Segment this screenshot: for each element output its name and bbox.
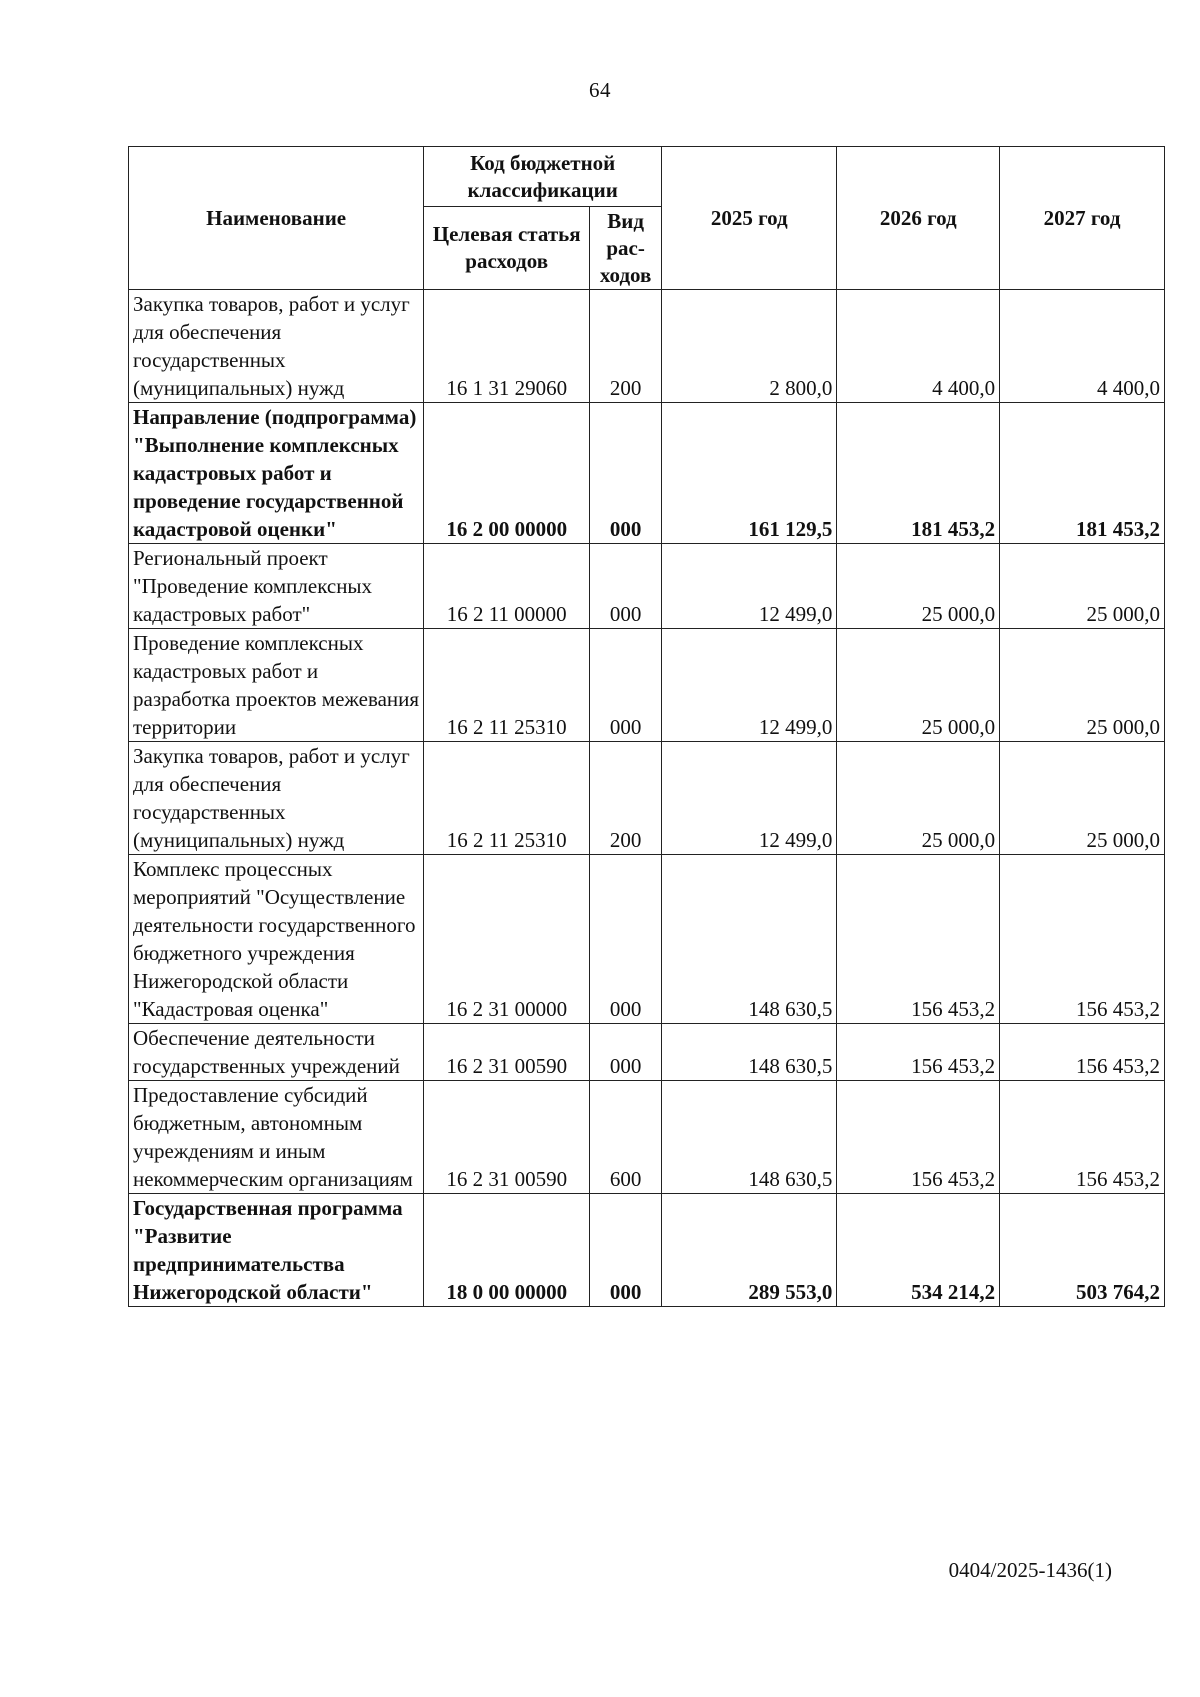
row-name: Проведение комплексных кадастровых работ и разработка проектов межевания территории xyxy=(129,629,424,742)
row-value-2027: 4 400,0 xyxy=(1000,290,1165,403)
row-value-2027: 156 453,2 xyxy=(1000,1081,1165,1194)
row-target-article: 16 2 31 00590 xyxy=(424,1081,590,1194)
row-expense-kind: 600 xyxy=(590,1081,662,1194)
header-code-group: Код бюджетной классификации xyxy=(424,147,662,207)
row-name: Предоставление субсидий бюджетным, автономным учреждениям и иным некоммерческим организациям xyxy=(129,1081,424,1194)
row-name: Закупка товаров, работ и услуг для обеспечения государственных (муниципальных) нужд xyxy=(129,290,424,403)
row-expense-kind: 000 xyxy=(590,1024,662,1081)
row-expense-kind: 000 xyxy=(590,1194,662,1307)
row-name: Государственная программа "Развитие предпринимательства Нижегородской области" xyxy=(129,1194,424,1307)
row-value-2026: 25 000,0 xyxy=(837,544,1000,629)
row-value-2026: 156 453,2 xyxy=(837,855,1000,1024)
row-target-article: 16 2 11 00000 xyxy=(424,544,590,629)
table-row xyxy=(129,1081,1165,1194)
row-value-2026: 25 000,0 xyxy=(837,742,1000,855)
row-value-2025: 148 630,5 xyxy=(662,855,837,1024)
header-name: Наименование xyxy=(129,147,424,290)
table-row xyxy=(129,1194,1165,1307)
document-id: 0404/2025-1436(1) xyxy=(948,1558,1112,1582)
table-row xyxy=(129,1024,1165,1081)
row-value-2027: 503 764,2 xyxy=(1000,1194,1165,1307)
table-row xyxy=(129,742,1165,855)
row-value-2025: 2 800,0 xyxy=(662,290,837,403)
row-expense-kind: 000 xyxy=(590,544,662,629)
row-value-2025: 12 499,0 xyxy=(662,629,837,742)
row-value-2026: 156 453,2 xyxy=(837,1081,1000,1194)
row-value-2027: 25 000,0 xyxy=(1000,629,1165,742)
row-expense-kind: 000 xyxy=(590,629,662,742)
table-row xyxy=(129,544,1165,629)
row-target-article: 18 0 00 00000 xyxy=(424,1194,590,1307)
header-expense-kind: Вид рас-ходов xyxy=(590,207,662,290)
header-2027: 2027 год xyxy=(1000,147,1165,290)
header-row xyxy=(129,147,1165,207)
table-row xyxy=(129,403,1165,544)
header-2025: 2025 год xyxy=(662,147,837,290)
table-row xyxy=(129,290,1165,403)
row-value-2026: 534 214,2 xyxy=(837,1194,1000,1307)
table-body xyxy=(129,290,1165,1307)
row-target-article: 16 2 31 00590 xyxy=(424,1024,590,1081)
row-name: Закупка товаров, работ и услуг для обеспечения государственных (муниципальных) нужд xyxy=(129,742,424,855)
header-target-article: Целевая статья расходов xyxy=(424,207,590,290)
table-row xyxy=(129,855,1165,1024)
row-target-article: 16 2 11 25310 xyxy=(424,629,590,742)
row-value-2026: 181 453,2 xyxy=(837,403,1000,544)
row-value-2027: 156 453,2 xyxy=(1000,1024,1165,1081)
row-value-2027: 156 453,2 xyxy=(1000,855,1165,1024)
row-expense-kind: 000 xyxy=(590,855,662,1024)
row-target-article: 16 1 31 29060 xyxy=(424,290,590,403)
row-name: Обеспечение деятельности государственных учреждений xyxy=(129,1024,424,1081)
row-value-2027: 25 000,0 xyxy=(1000,742,1165,855)
row-value-2026: 4 400,0 xyxy=(837,290,1000,403)
row-name: Региональный проект "Проведение комплексных кадастровых работ" xyxy=(129,544,424,629)
row-value-2026: 156 453,2 xyxy=(837,1024,1000,1081)
page-number: 64 xyxy=(589,78,611,102)
header-2026: 2026 год xyxy=(837,147,1000,290)
row-value-2025: 148 630,5 xyxy=(662,1024,837,1081)
row-value-2027: 25 000,0 xyxy=(1000,544,1165,629)
row-value-2025: 12 499,0 xyxy=(662,544,837,629)
table-row xyxy=(129,629,1165,742)
row-expense-kind: 200 xyxy=(590,742,662,855)
row-target-article: 16 2 11 25310 xyxy=(424,742,590,855)
row-expense-kind: 000 xyxy=(590,403,662,544)
row-value-2025: 148 630,5 xyxy=(662,1081,837,1194)
row-target-article: 16 2 31 00000 xyxy=(424,855,590,1024)
budget-table xyxy=(128,146,1165,1307)
row-name: Направление (подпрограмма) "Выполнение комплексных кадастровых работ и проведение государственной кадастровой оценки" xyxy=(129,403,424,544)
row-name: Комплекс процессных мероприятий "Осуществление деятельности государственного бюджетного учреждения Нижегородской области "Кадастровая оценка" xyxy=(129,855,424,1024)
row-value-2025: 161 129,5 xyxy=(662,403,837,544)
row-value-2027: 181 453,2 xyxy=(1000,403,1165,544)
row-value-2026: 25 000,0 xyxy=(837,629,1000,742)
row-target-article: 16 2 00 00000 xyxy=(424,403,590,544)
row-value-2025: 12 499,0 xyxy=(662,742,837,855)
row-expense-kind: 200 xyxy=(590,290,662,403)
row-value-2025: 289 553,0 xyxy=(662,1194,837,1307)
